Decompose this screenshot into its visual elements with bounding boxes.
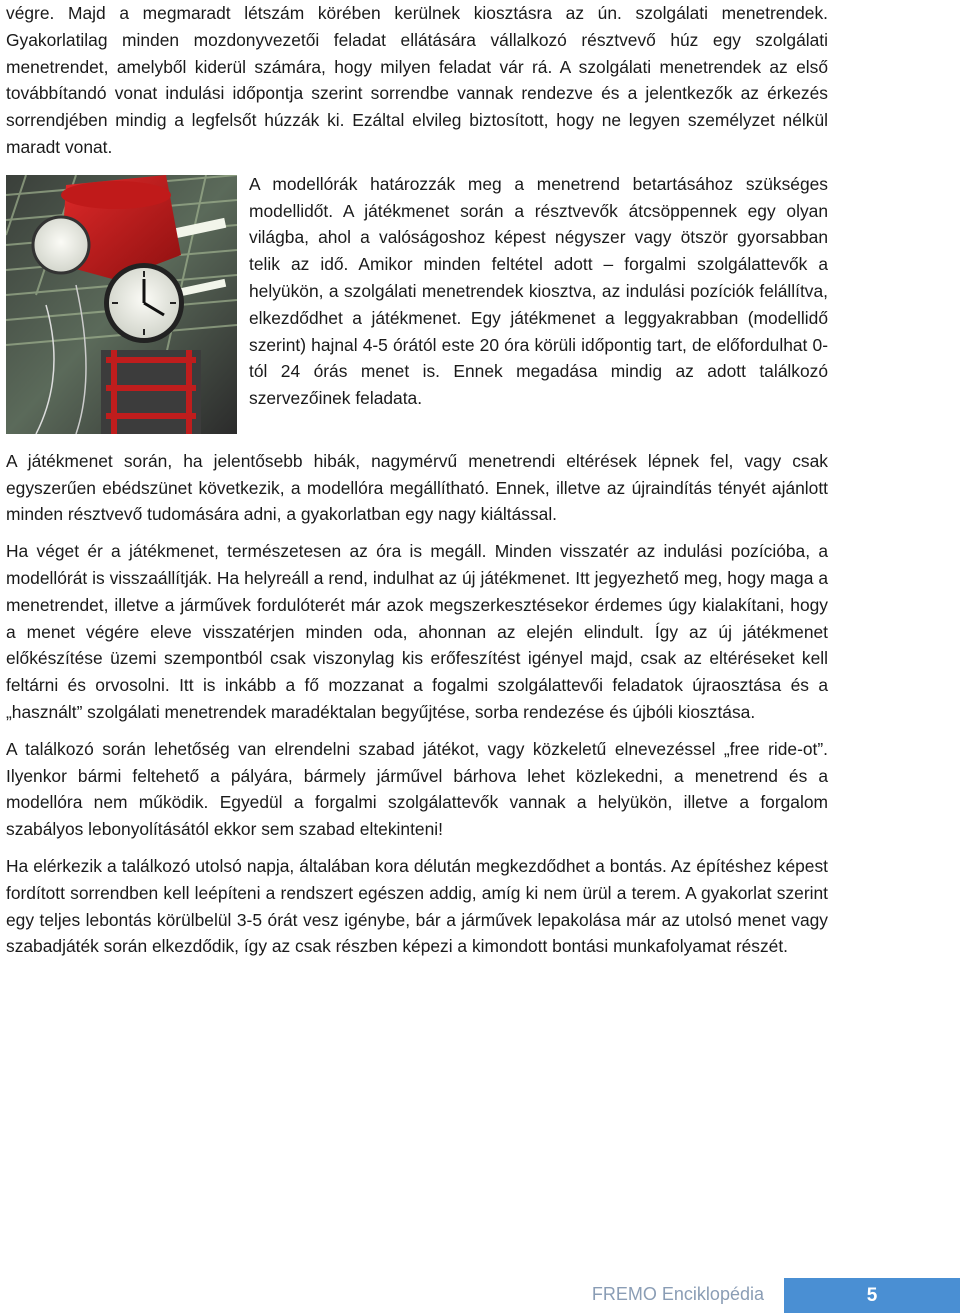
paragraph-5: A találkozó során lehetőség van elrendelni szabad játékot, vagy közkeletű elnevezéssel „free ride-ot”. Ilyenkor bármi feltehető a pályára, bármely járművel bárhova lehet közlekedni, a menetrend és a modellóra nem működik. Egyedül a forgalmi szolgálattevők vannak a helyükön, illetve a forgalom szabályos lebonyolításától ekkor sem szabad eltekinteni!: [6, 738, 828, 840]
paragraph-6: Ha elérkezik a találkozó utolsó napja, általában kora délután megkezdődhet a bontás. Az építéshez képest fordított sorrendben kell leépíteni a rendszert egészen addig, amíg ki nem ürül a terem. A gyakorlat szerint egy teljes lebontás körülbelül 3-5 órát vesz igénybe, bár a járművek lepakolása már az utolsó menet vagy szabadjáték során elkezdődik, így az csak részben képezi a kimondott bontási munkafolyamat részét.: [6, 855, 828, 957]
paragraph-4: Ha véget ér a játékmenet, természetesen az óra is megáll. Minden visszatér az indulási pozícióba, a modellórát is visszaállítják. Ha helyreáll a rend, indulhat az új játékmenet. Itt jegyezhető meg, hogy maga a menetrendet, illetve a járművek fordulóterét már azok megszerkesztésekor érdemes úgy kialakítani, hogy a menet végére eleve visszatérjen minden oda, ahonnan az elején elindult. Így az új játékmenet előkészítése üzemi szempontból csak viszonylag kis erőfeszítést igényel majd, csak az eltéréseket kell feltárni és orvosolni. Itt is inkább a fő mozzanat a fogalmi szolgálattevői feladatok újraosztása és a „használt” szolgálati menetrendek maradéktalan begyűjtése, sorba rendezése és újbóli kiosztása.: [6, 541, 828, 722]
footer-brand: FREMO Enciklopédia: [591, 1284, 764, 1304]
paragraph-3: A játékmenet során, ha jelentősebb hibák, nagymérvű menetrendi eltérések lépnek fel, vagy csak egyszerűen ebédszünet következik, a modellóra megállítható. Ennek, illetve az újraindítás tényét ajánlott minden résztvevő tudomására adni, a gyakorlatban egy nagy kiáltással.: [6, 450, 828, 525]
page-number: 5: [784, 1278, 960, 1313]
paragraph-1: végre. Majd a megmaradt létszám körében kerülnek kiosztásra az ún. szolgálati menetrendek. Gyakorlatilag minden mozdonyvezetői feladat ellátására vállalkozó résztvevő húz egy szolgálati menetrendet, amelyből kiderül számára, hogy milyen feladat vár rá. A szolgálati menetrendek az első továbbítandó vonat indulási időpontja szerint sorrendbe vannak rendezve és a jelentkezők az érkezés sorrendjében mindig a legfelsőt húzzák ki. Ezáltal elvileg biztosított, hogy ne legyen személyzet nélkül maradt vonat.: [6, 3, 828, 157]
paragraph-2: A modellórák határozzák meg a menetrend betartásához szükséges modellidőt. A játékmenet során a résztvevők átcsöppennek egy olyan világba, ahol a valóságoshoz képest négyszer vagy ötször gyorsabban telik az idő. Amikor minden feltétel adott – forgalmi szolgálattevők a helyükön, a szolgálati menetrendek kiosztva, az indulási pozíciók felállítva, elkezdődhet a játékmenet. Egy játékmenet a leggyakrabban (modellidő szerint) hajnal 4-5 órától este 20 óra körüli időpontig tart, de előfordulhat 0-tól 24 órás menet is. Ennek megadása mindig az adott találkozó szervezőinek feladata.: [249, 173, 828, 409]
document-page: [6, 0, 828, 970]
page-footer: [0, 1278, 960, 1313]
figure-block: [6, 171, 828, 438]
model-clock-photo: [6, 175, 237, 434]
